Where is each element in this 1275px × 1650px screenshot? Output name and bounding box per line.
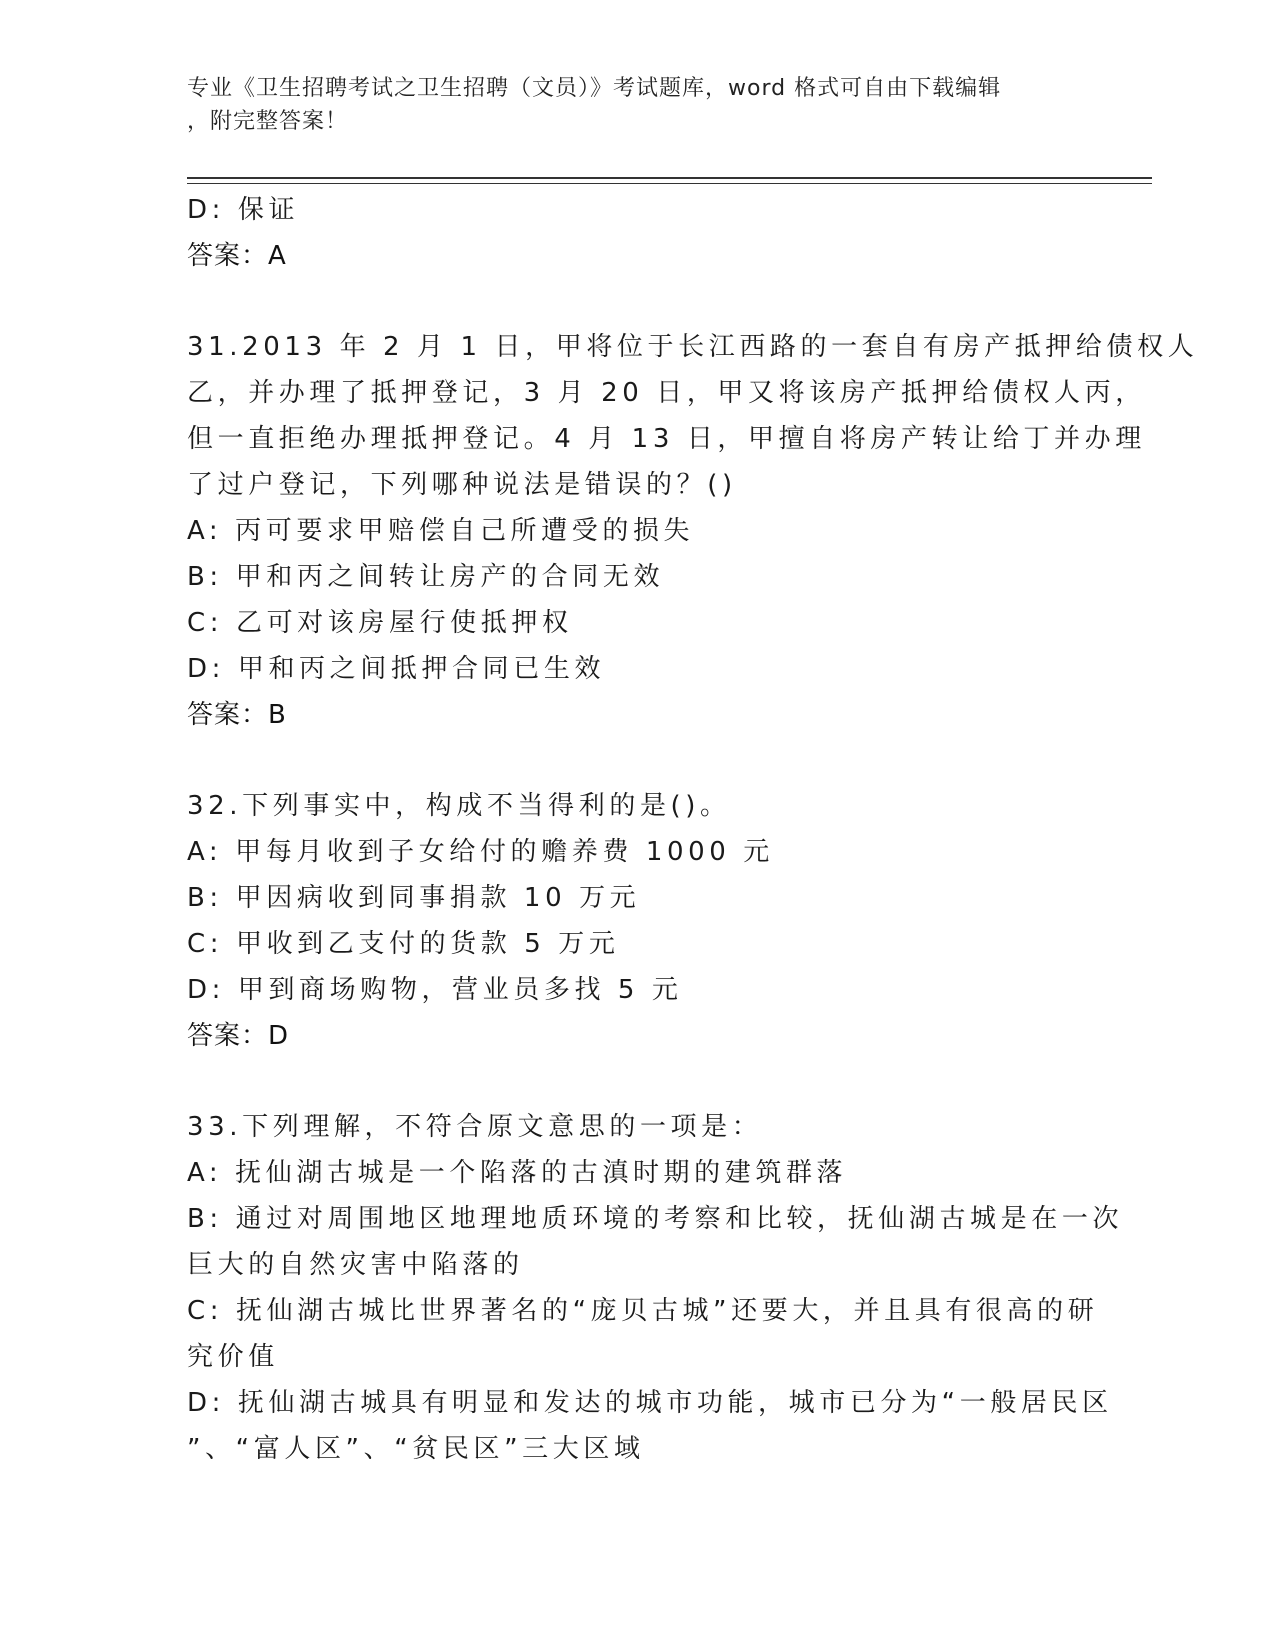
header-divider [187,177,1152,179]
document-body [187,187,1199,1472]
spacer [187,279,1087,324]
option-d-continued: ”、“富人区”、“贫民区”三大区域 [187,1434,645,1464]
page-header [187,72,1067,138]
answer: 答案：A [187,241,287,271]
option-b: B: 甲和丙之间转让房产的合同无效 [187,562,665,592]
spacer [187,738,1087,783]
question-33 [187,1104,1124,1472]
question-stem-line: 但一直拒绝办理抵押登记。4 月 13 日，甲擅自将房产转让给丁并办理 [187,424,1146,454]
question-32 [187,783,1087,1059]
question-stem-line: 了过户登记，下列哪种说法是错误的？() [187,470,737,500]
option-c: C: 抚仙湖古城比世界著名的“庞贝古城”还要大，并且具有很高的研 [187,1296,1099,1326]
option-b-continued: 巨大的自然灾害中陷落的 [187,1250,524,1280]
spacer [187,1059,1087,1104]
option-c: C: 甲收到乙支付的货款 5 万元 [187,929,620,959]
option-c-continued: 究价值 [187,1342,279,1372]
header-title-line-1: 专业《卫生招聘考试之卫生招聘（文员）》考试题库，word 格式可自由下载编辑 [187,76,1002,101]
question-stem-line: 乙，并办理了抵押登记，3 月 20 日，甲又将该房产抵押给债权人丙， [187,378,1146,408]
question-31 [187,324,1199,738]
option-a: A: 丙可要求甲赔偿自己所遭受的损失 [187,516,695,546]
previous-question-tail [187,187,1087,279]
question-stem-line: 32.下列事实中，构成不当得利的是()。 [187,791,731,821]
header-title-line-2: ，附完整答案！ [187,109,349,134]
question-stem-line: 31.2013 年 2 月 1 日，甲将位于长江西路的一套自有房产抵押给债权人 [187,332,1199,362]
answer: 答案：D [187,1021,290,1051]
question-stem-line: 33.下列理解，不符合原文意思的一项是： [187,1112,763,1142]
option-d: D: 抚仙湖古城具有明显和发达的城市功能，城市已分为“一般居民区 [187,1388,1113,1418]
option-b: B: 甲因病收到同事捐款 10 万元 [187,883,641,913]
answer: 答案：B [187,700,287,730]
header-divider-thin [187,183,1152,184]
option-d: D: 甲到商场购物，营业员多找 5 元 [187,975,683,1005]
option-a: A: 抚仙湖古城是一个陷落的古滇时期的建筑群落 [187,1158,848,1188]
option-c: C: 乙可对该房屋行使抵押权 [187,608,573,638]
option-d: D: 保证 [187,195,300,225]
option-d: D: 甲和丙之间抵押合同已生效 [187,654,606,684]
option-a: A: 甲每月收到子女给付的赡养费 1000 元 [187,837,774,867]
option-b: B: 通过对周围地区地理地质环境的考察和比较，抚仙湖古城是在一次 [187,1204,1124,1234]
